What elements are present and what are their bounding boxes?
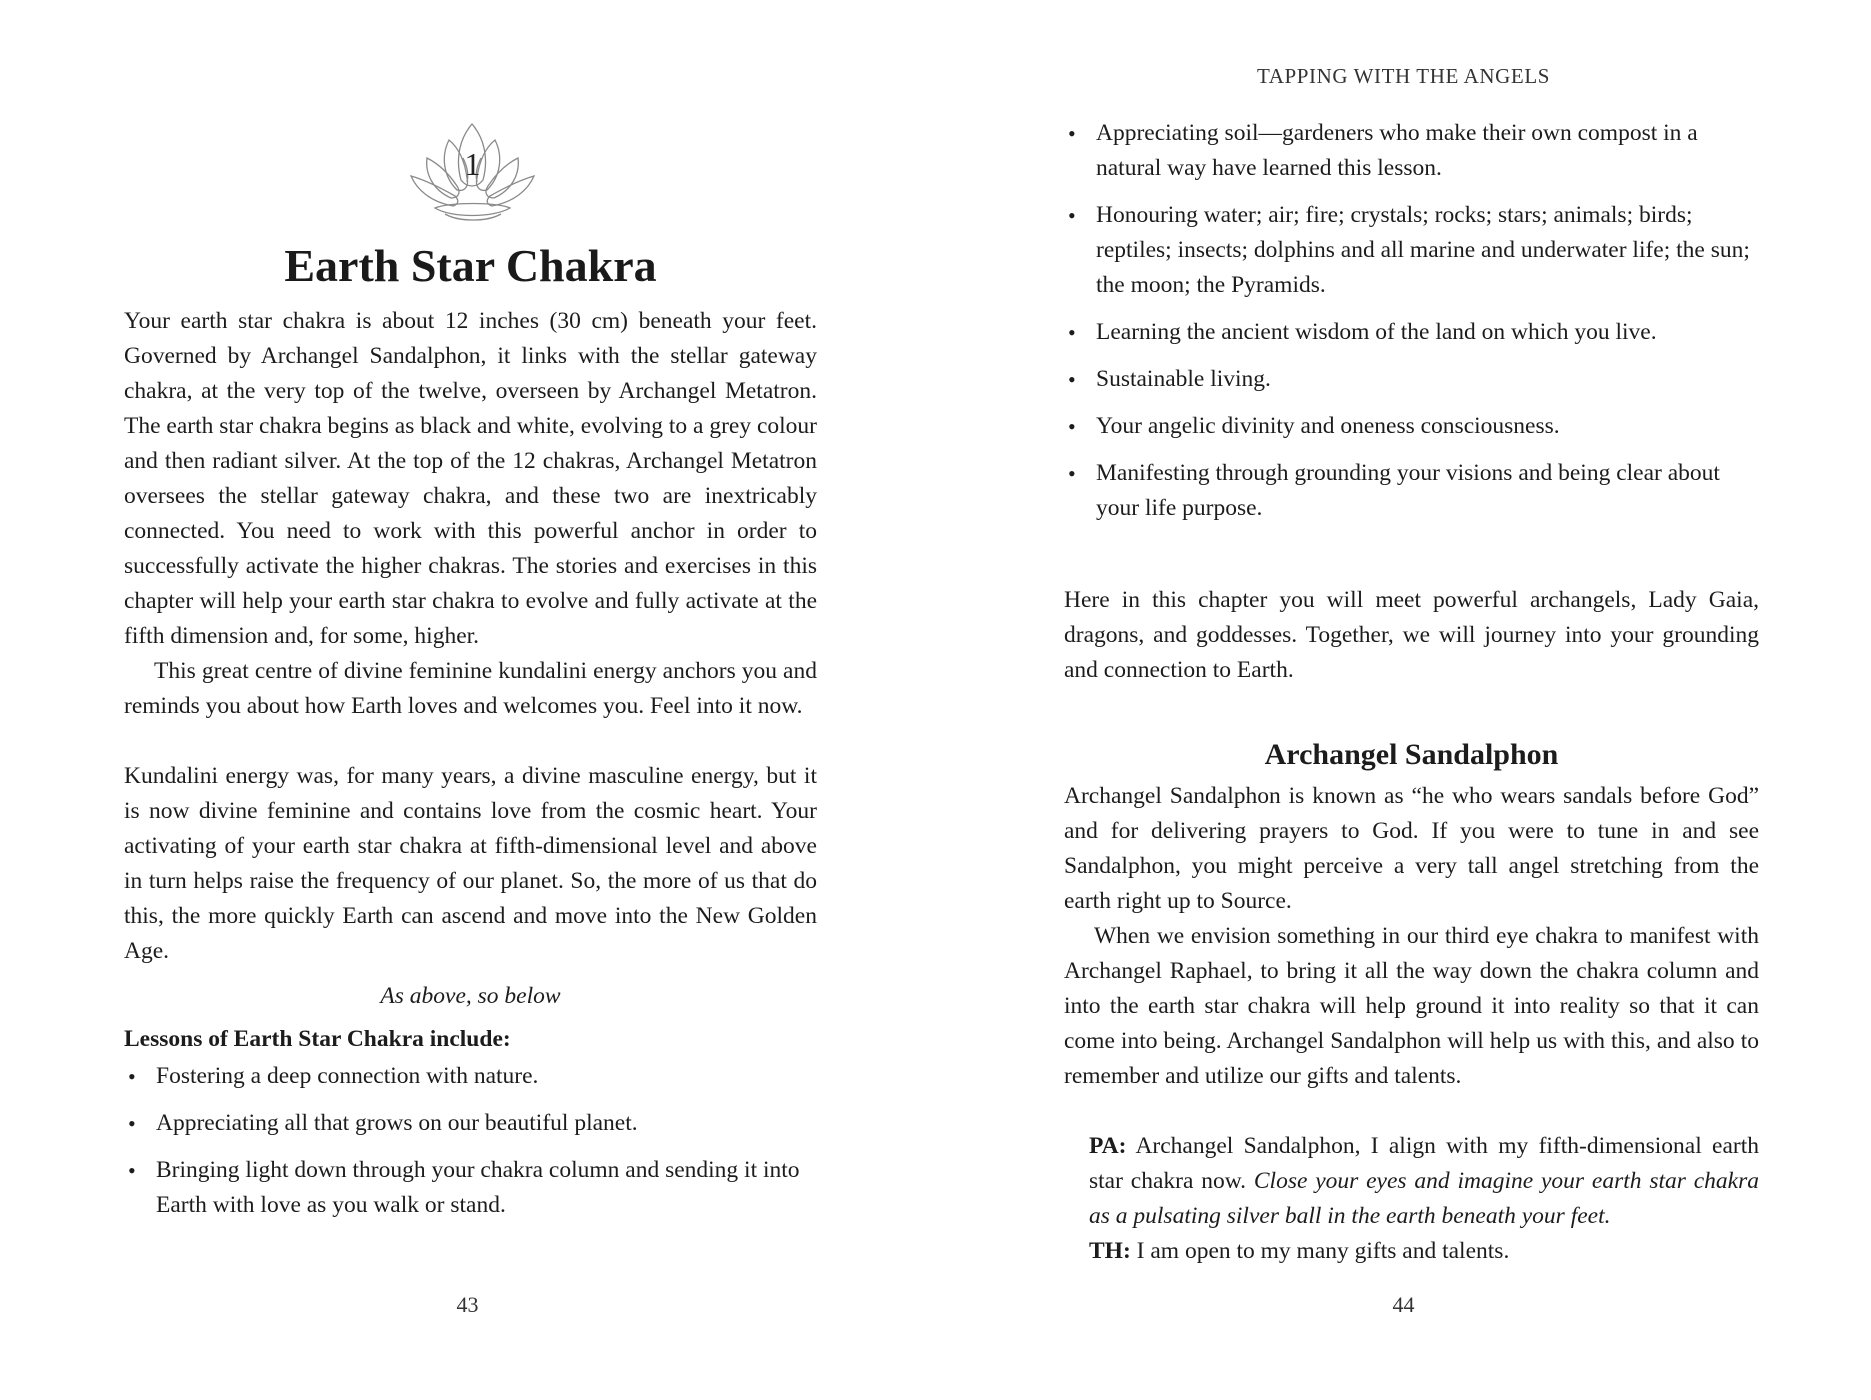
list-item: • Learning the ancient wisdom of the land on which you live. <box>1064 315 1759 350</box>
epigraph: As above, so below <box>380 983 561 1009</box>
list-item: • Your angelic divinity and oneness consciousness. <box>1064 409 1759 444</box>
pa-line <box>1089 1129 1759 1234</box>
intro-paragraph: Your earth star chakra is about 12 inches (30 cm) beneath your feet. Governed by Archangel Sandalphon, it links with the stellar gateway chakra, at the very top of the twelve, overseen by Archangel Metatron. The earth star chakra begins as black and white, evolving to a grey colour and then radiant silver. At the top of the 12 chakras, Archangel Metatron oversees the stellar gateway chakra, and these two are inextricably connected. You need to work with this powerful anchor in order to successfully activate the higher chakras. The stories and exercises in this chapter will help your earth star chakra to evolve and fully activate at the fifth dimension and, for some, higher. <box>124 308 817 649</box>
chapter-title: Earth Star Chakra <box>284 240 657 291</box>
list-item: • Manifesting through grounding your visions and being clear about your life purpose. <box>1064 456 1759 526</box>
list-item: • Sustainable living. <box>1064 362 1759 397</box>
lessons-heading: Lessons of Earth Star Chakra include: <box>124 1026 511 1052</box>
list-item: • Fostering a deep connection with nature. <box>124 1059 817 1094</box>
list-item: • Bringing light down through your chakra column and sending it into Earth with love as you walk or stand. <box>124 1153 817 1223</box>
page-number: 44 <box>1392 1292 1415 1317</box>
right-body <box>1064 116 1759 1269</box>
intro-paragraph: This great centre of divine feminine kundalini energy anchors you and reminds you about how Earth loves and welcomes you. Feel into it now. <box>124 658 817 719</box>
chapter-intro-paragraph: Here in this chapter you will meet powerful archangels, Lady Gaia, dragons, and goddesses. Together, we will journey into your grounding and connection to Earth. <box>1064 587 1759 683</box>
list-item: • Appreciating all that grows on our beautiful planet. <box>124 1106 817 1141</box>
left-body <box>124 304 817 1235</box>
page-number: 43 <box>456 1292 479 1317</box>
section-paragraph: When we envision something in our third eye chakra to manifest with Archangel Raphael, to bring it all the way down the chakra column and into the earth star chakra will help ground it into reality so that it can come into being. Archangel Sandalphon will help us with this, and also to remember and utilize our gifts and talents. <box>1064 923 1759 1089</box>
left-page <box>0 0 935 1400</box>
chapter-number: 1 <box>464 146 481 182</box>
running-head: TAPPING WITH THE ANGELS <box>1256 64 1551 88</box>
tapping-prayer <box>1064 1129 1759 1269</box>
section-paragraph: Archangel Sandalphon is known as “he who wears sandals before God” and for delivering prayers to God. If you were to tune in and see Sandalphon, you might perceive a very tall angel stretching from the earth right up to Source. <box>1064 783 1759 914</box>
pa-label: PA: <box>1089 1133 1127 1159</box>
list-item: • Honouring water; air; fire; crystals; rocks; stars; animals; birds; reptiles; insects; dolphins and all marine and underwater life; the sun; the moon; the Pyramids. <box>1064 198 1759 303</box>
lessons-list-continued <box>1064 116 1759 526</box>
th-label: TH: <box>1089 1238 1131 1264</box>
th-line <box>1089 1234 1759 1269</box>
section-heading: Archangel Sandalphon <box>1264 738 1559 771</box>
kundalini-paragraph: Kundalini energy was, for many years, a divine masculine energy, but it is now divine feminine and contains love from the cosmic heart. Your activating of your earth star chakra at fifth-dimensional level and above in turn helps raise the frequency of our planet. So, the more of us that do this, the more quickly Earth can ascend and move into the New Golden Age. <box>124 763 817 964</box>
right-page <box>936 0 1871 1400</box>
list-item: • Appreciating soil—gardeners who make their own compost in a natural way have learned this lesson. <box>1064 116 1759 186</box>
lessons-list <box>124 1059 817 1223</box>
th-text: I am open to my many gifts and talents. <box>1136 1238 1510 1264</box>
pa-text: Archangel Sandalphon, I align with my fifth-dimensional earth star chakra now. <box>1089 1133 1759 1194</box>
pa-instruction: Close your eyes and imagine your earth star chakra as a pulsating silver ball in the earth beneath your feet. <box>1089 1168 1759 1229</box>
